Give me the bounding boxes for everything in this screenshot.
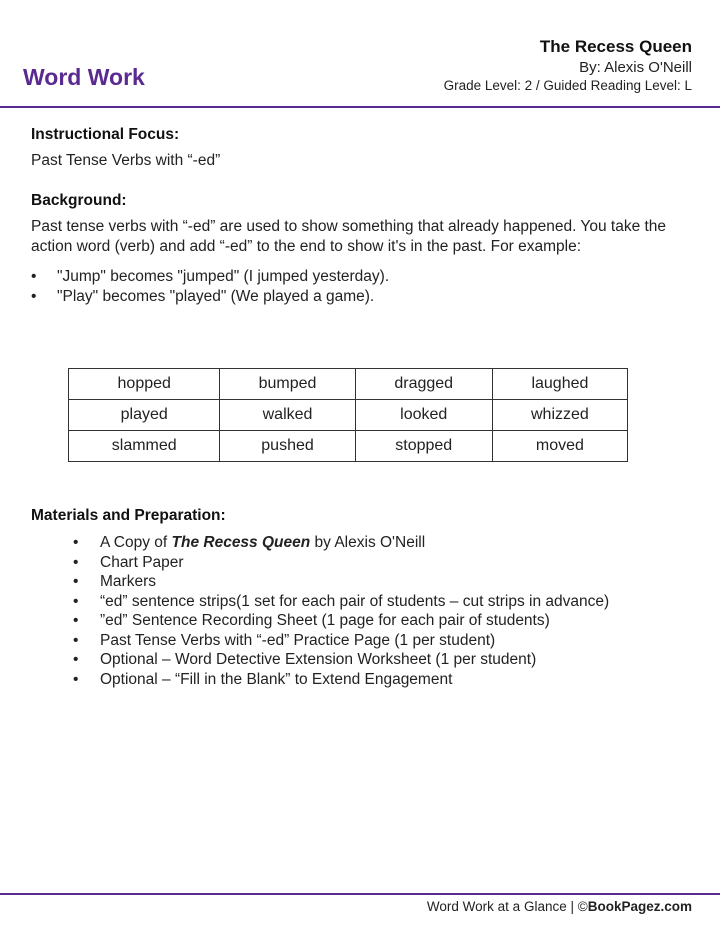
example-list	[31, 267, 691, 307]
page-footer	[427, 899, 692, 914]
table-cell: dragged	[355, 369, 492, 400]
word-table	[68, 368, 628, 462]
table-cell: bumped	[220, 369, 355, 400]
table-cell: played	[69, 400, 220, 431]
background-heading: Background:	[31, 192, 127, 209]
list-item: • "Play" becomes "played" (We played a game).	[31, 288, 375, 305]
table-cell: walked	[220, 400, 355, 431]
table-cell: pushed	[220, 431, 355, 462]
bullet-icon: •	[73, 592, 79, 610]
footer-divider	[0, 893, 720, 895]
materials-heading: Materials and Preparation:	[31, 507, 226, 524]
bullet-icon: •	[73, 612, 79, 629]
bullet-icon: •	[73, 534, 79, 551]
table-row	[69, 400, 628, 431]
bullet-icon: •	[73, 553, 79, 571]
bullet-icon: •	[31, 268, 37, 285]
main-content	[31, 124, 691, 307]
list-item: • Markers	[73, 573, 156, 590]
list-item: • Optional – “Fill in the Blank” to Extend Engagement	[73, 670, 453, 688]
table-cell: looked	[355, 400, 492, 431]
book-info	[444, 36, 692, 95]
table-cell: hopped	[69, 369, 220, 400]
materials-section	[31, 505, 711, 689]
bullet-icon: •	[73, 670, 79, 688]
list-item: • Past Tense Verbs with “-ed” Practice Page (1 per student)	[73, 631, 496, 649]
list-item: • ”ed” Sentence Recording Sheet (1 page for each pair of students)	[73, 612, 550, 629]
bullet-icon: •	[31, 288, 37, 305]
header-divider	[0, 106, 720, 108]
list-item: • A Copy of The Recess Queen by Alexis O'Neill	[73, 534, 426, 551]
copyright-symbol: ©	[577, 899, 588, 914]
table-row	[69, 431, 628, 462]
book-title-italic: The Recess Queen	[171, 534, 311, 551]
table-cell: laughed	[492, 369, 627, 400]
background-text: Past tense verbs with “-ed” are used to show something that already happened. You take the action word (verb) and add “-ed” to the end to show it's in the past. For example:	[31, 218, 667, 255]
table-cell: moved	[492, 431, 627, 462]
footer-brand: BookPagez.com	[587, 899, 692, 914]
footer-text: Word Work at a Glance	[426, 899, 567, 914]
bullet-icon: •	[73, 631, 79, 649]
table-cell: whizzed	[492, 400, 627, 431]
table-row	[69, 369, 628, 400]
list-item: • “ed” sentence strips(1 set for each pair of students – cut strips in advance)	[73, 592, 610, 610]
table-cell: stopped	[355, 431, 492, 462]
book-title: The Recess Queen	[539, 37, 692, 56]
section-title: Word Work	[23, 64, 145, 90]
footer-separator: |	[570, 899, 574, 914]
list-item: • "Jump" becomes "jumped" (I jumped yesterday).	[31, 268, 390, 285]
instructional-focus-heading: Instructional Focus:	[31, 126, 180, 143]
table-cell: slammed	[69, 431, 220, 462]
instructional-focus-text: Past Tense Verbs with “-ed”	[31, 152, 221, 169]
list-item: • Optional – Word Detective Extension Worksheet (1 per student)	[73, 651, 537, 668]
page-header	[0, 0, 720, 108]
reading-level: Grade Level: 2 / Guided Reading Level: L	[443, 78, 692, 93]
bullet-icon: •	[73, 651, 79, 668]
materials-list	[31, 533, 711, 689]
bullet-icon: •	[73, 573, 79, 590]
list-item: • Chart Paper	[73, 553, 184, 571]
book-author: By: Alexis O'Neill	[579, 59, 692, 76]
